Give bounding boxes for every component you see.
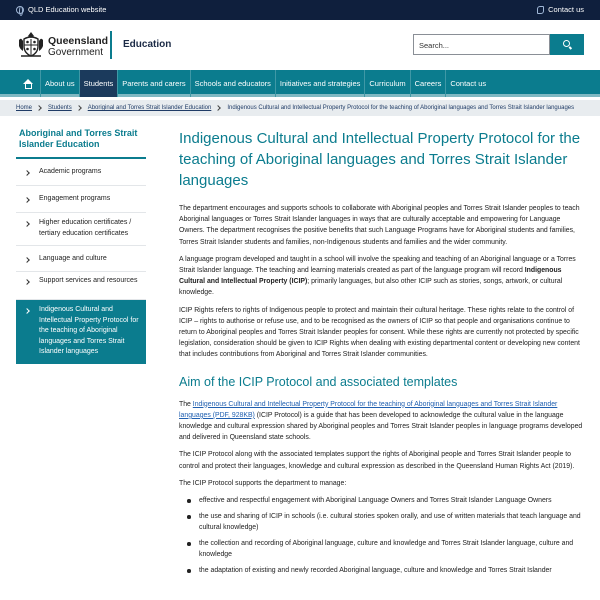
breadcrumb-current: Indigenous Cultural and Intellectual Property Protocol for the teaching of Aboriginal languages and Torres Strait Islander languages xyxy=(227,105,575,111)
nav-item-about-us[interactable]: About us xyxy=(45,79,75,88)
nav-item-contact-us[interactable]: Contact us xyxy=(450,79,487,88)
home-icon xyxy=(23,79,34,89)
logo-line-2: Government xyxy=(48,47,104,58)
nav-item-schools-and-educators[interactable]: Schools and educators xyxy=(194,79,271,88)
intro-paragraph: The department encourages and supports schools to collaborate with Aboriginal peoples and Torres Strait Islander peoples to teach Aboriginal languages or Torres Strait Islander languages in ways that are culturally acceptable and empowering for Language Owners. The department recognises the positive benefits that such Language Programs have for Aboriginal students and families, Torres Strait Islander students and families, non-Indigenous students and families and the wider community. xyxy=(179,205,580,246)
chevron-right-icon xyxy=(76,105,82,111)
chevron-right-icon xyxy=(24,257,30,263)
main-navigation xyxy=(0,70,600,97)
sidebar-item-higher-education-certificates[interactable] xyxy=(16,213,146,246)
breadcrumb xyxy=(0,100,600,116)
chevron-right-icon xyxy=(24,279,30,285)
sidebar-item-engagement-programs[interactable] xyxy=(16,186,146,213)
sidebar-item-label: Engagement programs xyxy=(39,195,111,202)
icip-protocol-pdf-link[interactable]: Indigenous Cultural and Intellectual Property Protocol for the teaching of Aboriginal languages and Torres Strait Islander languages (PDF, 928KB) xyxy=(179,400,558,419)
language-program-paragraph: A language program developed and taught in a school will involve the speaking and teaching of an Aboriginal language or a Torres Strait Islander language. The teaching and learning materials created as part of the language program will record Indigenous Cultural and Intellectual Property (ICIP); primarily languages, but also other ICIP such as stories, songs, artwork, or cultural knowledge. xyxy=(179,255,576,297)
qld-education-link[interactable] xyxy=(16,5,106,14)
site-name[interactable]: Education xyxy=(123,39,172,50)
section-heading-aim: Aim of the ICIP Protocol and associated templates xyxy=(179,374,458,389)
list-item: the collection and recording of Aboriginal language, culture and knowledge and Torres Strait Islander language, culture and knowledge xyxy=(187,538,585,560)
protocol-paragraph: The Indigenous Cultural and Intellectual Property Protocol for the teaching of Aboriginal languages and Torres Strait Islander languages (PDF, 928KB) (ICIP Protocol) is a guide that has been developed to acknowledge the cultural value in the language knowledge and cultural expression shared by Aboriginal peoples and Torres Strait Islander peoples in language programs developed and delivered in Queensland state schools. xyxy=(179,400,583,442)
contact-us-label: Contact us xyxy=(548,5,584,14)
list-item: the adaptation of existing and newly recorded Aboriginal language, culture and knowledge and Torres Strait Islander xyxy=(187,565,585,576)
sidebar-item-label: Language and culture xyxy=(39,255,107,262)
supports-paragraph: The ICIP Protocol supports the department to manage: xyxy=(179,479,347,487)
section-sidebar xyxy=(16,128,146,364)
site-header xyxy=(0,20,600,70)
chevron-right-icon xyxy=(24,197,30,203)
icip-term: Indigenous Cultural and Intellectual Property (ICIP) xyxy=(179,267,562,286)
breadcrumb-home[interactable]: Home xyxy=(16,105,33,111)
list-item: the use and sharing of ICIP in schools (i.e. cultural stories spoken orally, and use of written materials that teach language and cultural knowledge) xyxy=(187,511,585,533)
page-title: Indigenous Cultural and Intellectual Property Protocol for the teaching of Aboriginal languages and Torres Strait Islander languages xyxy=(179,130,581,189)
sidebar-item-label: Higher education certificates / tertiary education certificates xyxy=(39,219,132,237)
icip-rights-paragraph: ICIP Rights refers to rights of Indigenous people to protect and maintain their cultural heritage. These rights relate to the control of ICIP – rights to authorise or refuse use, and to be recognised as the owners of ICIP so that people and organisations continue to return to Aboriginal peoples and Torres Strait Islander peoples for consent. While these rights are currently not protected by specific legislation, consideration should be given to ICIP Rights when dealing with existing departmental content or developing new content that includes contributions from Aboriginal and Torres Strait Islander communities. xyxy=(179,306,580,359)
search-input[interactable]: Search... xyxy=(413,34,550,55)
phone-icon xyxy=(537,6,544,14)
contact-us-link[interactable] xyxy=(537,5,584,14)
nav-item-students[interactable]: Students xyxy=(80,70,118,97)
chevron-right-icon xyxy=(216,105,222,111)
globe-icon xyxy=(16,6,24,14)
list-item: effective and respectful engagement with Aboriginal Language Owners and Torres Strait Islander Language Owners xyxy=(187,495,585,506)
sidebar-item-support-services-and-resources[interactable] xyxy=(16,272,146,300)
logo-line-1: Queensland xyxy=(48,35,109,47)
qld-crest-icon xyxy=(16,29,46,59)
templates-paragraph: The ICIP Protocol along with the associated templates support the rights of Aboriginal people and Torres Strait Islander people to control and protect their languages, knowledge and cultural expression as described in the Queensland Human Rights Act (2019). xyxy=(179,451,575,470)
home-button[interactable] xyxy=(16,70,40,97)
sidebar-item-language-and-culture[interactable] xyxy=(16,246,146,272)
sidebar-item-label: Support services and resources xyxy=(39,277,138,284)
search-icon xyxy=(563,40,570,47)
main-content xyxy=(179,128,585,581)
chevron-right-icon xyxy=(24,221,30,227)
sidebar-item-label: Indigenous Cultural and Intellectual Property Protocol for the teaching of Aboriginal languages and Torres Strait Islander languages xyxy=(39,306,139,355)
breadcrumb-atsi-education[interactable]: Aboriginal and Torres Strait Islander Education xyxy=(87,105,212,111)
sidebar-item-academic-programs[interactable] xyxy=(16,159,146,186)
sidebar-item-label: Academic programs xyxy=(39,168,102,175)
chevron-right-icon xyxy=(24,170,30,176)
search-button[interactable] xyxy=(550,34,584,55)
breadcrumb-students[interactable]: Students xyxy=(48,105,72,111)
sidebar-item-icip-protocol[interactable] xyxy=(16,300,146,364)
chevron-right-icon xyxy=(24,308,30,314)
sidebar-title[interactable]: Aboriginal and Torres Strait Islander Education xyxy=(16,128,146,159)
nav-item-careers[interactable]: Careers xyxy=(414,79,442,88)
supports-list xyxy=(187,495,585,576)
nav-item-initiatives-and-strategies[interactable]: Initiatives and strategies xyxy=(279,79,361,88)
qld-education-link-label: QLD Education website xyxy=(28,5,107,14)
nav-item-curriculum[interactable]: Curriculum xyxy=(369,79,406,88)
nav-item-parents-and-carers[interactable]: Parents and carers xyxy=(122,79,186,88)
chevron-right-icon xyxy=(36,105,42,111)
top-utility-bar xyxy=(0,0,600,20)
header-divider xyxy=(110,31,112,59)
